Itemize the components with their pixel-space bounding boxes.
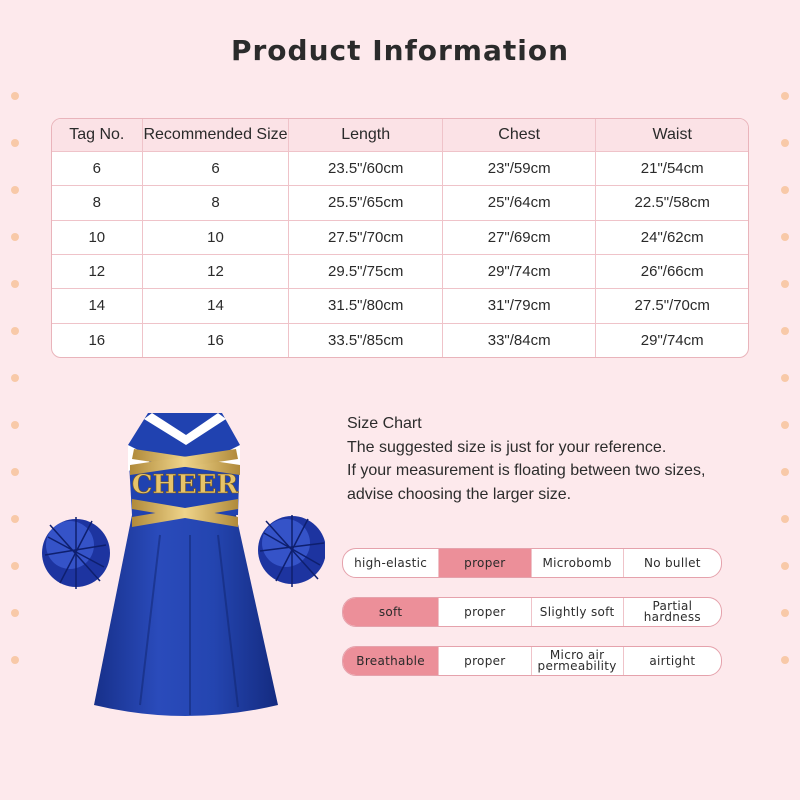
decorative-dots-right [778, 0, 792, 800]
table-row [52, 152, 748, 186]
table-cell: 14 [52, 289, 143, 323]
feature-cell: high-elastic [343, 549, 439, 577]
table-cell: 25"/64cm [443, 186, 596, 220]
feature-cell: proper [439, 549, 531, 577]
decorative-dots-left [8, 0, 22, 800]
decorative-dot [781, 562, 789, 570]
table-cell: 25.5"/65cm [289, 186, 443, 220]
column-header: Length [289, 119, 443, 152]
table-cell: 14 [143, 289, 290, 323]
table-cell: 10 [52, 221, 143, 255]
table-cell: 33.5"/85cm [289, 324, 443, 357]
decorative-dot [11, 609, 19, 617]
decorative-dot [781, 92, 789, 100]
table-cell: 12 [52, 255, 143, 289]
table-cell: 31.5"/80cm [289, 289, 443, 323]
feature-cell: Slightly soft [532, 598, 624, 626]
feature-cell: airtight [649, 653, 696, 668]
feature-cell: Partial hardness [643, 599, 701, 624]
feature-row-softness [342, 597, 722, 627]
decorative-dot [781, 233, 789, 241]
decorative-dot [781, 280, 789, 288]
feature-cell: soft [343, 598, 439, 626]
table-cell: 8 [52, 186, 143, 220]
table-row [52, 186, 748, 220]
feature-cell: Microbomb [532, 549, 624, 577]
decorative-dot [11, 139, 19, 147]
table-row [52, 221, 748, 255]
feature-cell: proper [439, 598, 531, 626]
decorative-dot [11, 515, 19, 523]
decorative-dot [781, 515, 789, 523]
column-header: Waist [596, 119, 748, 152]
size-chart-line: If your measurement is floating between two sizes, [347, 462, 706, 479]
decorative-dot [11, 562, 19, 570]
table-cell: 29.5"/75cm [289, 255, 443, 289]
table-cell: 10 [143, 221, 290, 255]
decorative-dot [781, 421, 789, 429]
decorative-dot [11, 374, 19, 382]
feature-cell: No bullet [643, 555, 701, 570]
pom-pom-left [42, 517, 110, 589]
table-cell: 21"/54cm [596, 152, 748, 186]
table-cell: 27.5"/70cm [289, 221, 443, 255]
decorative-dot [11, 280, 19, 288]
dress-cheer-text: CHEER [131, 470, 239, 500]
decorative-dot [11, 233, 19, 241]
decorative-dot [781, 139, 789, 147]
size-chart-note [347, 412, 767, 506]
table-row [52, 255, 748, 289]
column-header: Recommended Size [143, 119, 290, 152]
size-chart-line: advise choosing the larger size. [347, 485, 572, 503]
table-cell: 29"/74cm [443, 255, 596, 289]
table-cell: 16 [52, 324, 143, 357]
feature-cell: Micro air permeability [532, 647, 624, 675]
decorative-dot [11, 656, 19, 664]
table-cell: 6 [143, 152, 290, 186]
table-cell: 6 [52, 152, 143, 186]
table-cell: 27.5"/70cm [596, 289, 748, 323]
decorative-dot [781, 186, 789, 194]
decorative-dot [11, 468, 19, 476]
decorative-dot [11, 327, 19, 335]
page-title: Product Information [230, 34, 570, 67]
size-chart-heading: Size Chart [347, 415, 422, 432]
table-cell: 8 [143, 186, 290, 220]
decorative-dot [11, 421, 19, 429]
table-cell: 31"/79cm [443, 289, 596, 323]
decorative-dot [781, 468, 789, 476]
table-header-row [52, 119, 748, 152]
decorative-dot [781, 327, 789, 335]
decorative-dot [781, 609, 789, 617]
table-cell: 29"/74cm [640, 331, 704, 349]
table-cell: 22.5"/58cm [596, 186, 748, 220]
column-header: Tag No. [52, 119, 143, 152]
table-row [52, 324, 748, 357]
decorative-dot [781, 656, 789, 664]
feature-cell: proper [439, 647, 531, 675]
decorative-dot [11, 92, 19, 100]
table-cell: 12 [143, 255, 290, 289]
table-cell: 26"/66cm [596, 255, 748, 289]
pom-pom-right [258, 515, 325, 587]
size-table [51, 118, 749, 358]
decorative-dot [11, 186, 19, 194]
table-cell: 24"/62cm [596, 221, 748, 255]
table-row [52, 289, 748, 323]
decorative-dot [781, 374, 789, 382]
cheerleader-dress-image [40, 405, 325, 735]
table-cell: 27"/69cm [443, 221, 596, 255]
feature-cell: Breathable [343, 647, 439, 675]
table-cell: 33"/84cm [443, 324, 596, 357]
size-chart-line: The suggested size is just for your reference. [347, 438, 667, 456]
column-header: Chest [443, 119, 596, 152]
table-cell: 16 [143, 324, 290, 357]
table-cell: 23"/59cm [443, 152, 596, 186]
feature-row-elasticity [342, 548, 722, 578]
table-cell: 23.5"/60cm [289, 152, 443, 186]
feature-row-breathability [342, 646, 722, 676]
